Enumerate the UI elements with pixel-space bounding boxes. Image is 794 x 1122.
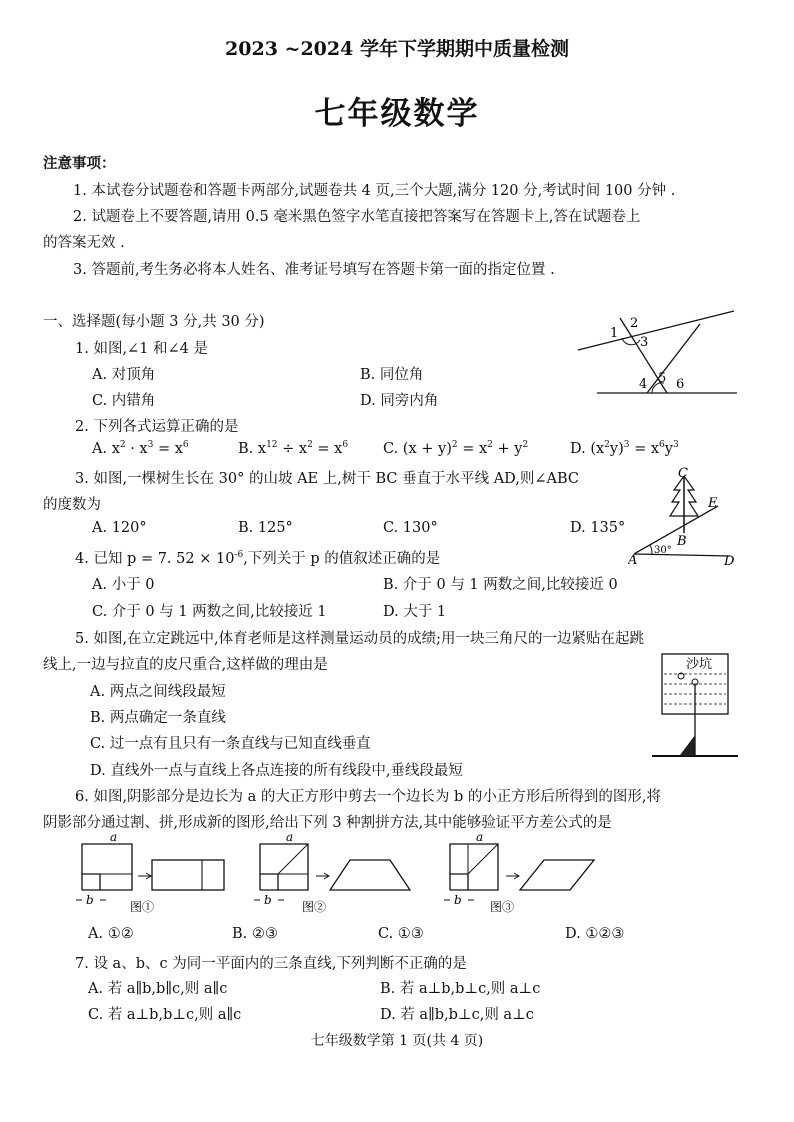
q6-option-d: D. ①②③ <box>565 926 625 942</box>
q6-fig3-b-label: b <box>454 893 462 907</box>
q2-option-b: B. $x^{12} \div x^2 = x^6$ <box>238 440 349 457</box>
q1-option-b: B. 同位角 <box>360 367 424 383</box>
q3-option-a: A. 120° <box>92 520 147 536</box>
q6-option-b: B. ②③ <box>232 926 278 942</box>
q6-fig1-caption: 图① <box>130 900 155 914</box>
question-4-stem: 4. 已知 p = 7. $52 \times 10^{-6}$,下列关于 p 的值叙述正确的是 <box>75 550 441 567</box>
q2-option-c: C. $(x + y)^2 = x^2 + y^2$ <box>383 440 529 457</box>
q1-option-c: C. 内错角 <box>92 393 156 409</box>
exam-title: 2023 ~2024 学年下学期期中质量检测 <box>225 38 569 60</box>
q1-option-a: A. 对顶角 <box>92 367 156 383</box>
q7-option-c: C. 若 a⊥b,b⊥c,则 a∥c <box>88 1007 242 1023</box>
q5-figure <box>652 650 740 766</box>
q6-fig2-a-label: a <box>286 832 294 844</box>
q3-label-a: A <box>628 553 638 568</box>
q3-label-angle: 30° <box>654 545 672 556</box>
q3-figure <box>628 466 740 568</box>
note-item: 2. 试题卷上不要答题,请用 0.5 毫米黑色签字水笔直接把答案写在答题卡上,答在试题卷上 <box>73 209 641 225</box>
note-item: 3. 答题前,考生务必将本人姓名、准考证号填写在答题卡第一面的指定位置 . <box>73 262 555 278</box>
question-6-stem: 6. 如图,阴影部分是边长为 a 的大正方形中剪去一个边长为 b 的小正方形后所得到的图形,将 <box>75 789 662 805</box>
q3-option-b: B. 125° <box>238 520 293 536</box>
q5-option-b: B. 两点确定一条直线 <box>90 710 226 726</box>
q6-figure-3 <box>442 832 612 916</box>
question-2-stem: 2. 下列各式运算正确的是 <box>75 419 239 435</box>
question-1-stem: 1. 如图,∠1 和∠4 是 <box>75 341 209 357</box>
q1-label-4: 4 <box>639 377 648 392</box>
q4-option-c: C. 介于 0 与 1 两数之间,比较接近 1 <box>92 604 327 620</box>
q1-label-2: 2 <box>630 316 639 331</box>
q7-option-b: B. 若 a⊥b,b⊥c,则 a⊥c <box>380 981 541 997</box>
q5-option-d: D. 直线外一点与直线上各点连接的所有线段中,垂线段最短 <box>90 763 463 779</box>
q4-option-a: A. 小于 0 <box>92 577 155 593</box>
q3-label-e: E <box>708 496 718 511</box>
q6-option-c: C. ①③ <box>378 926 424 942</box>
q1-option-d: D. 同旁内角 <box>360 393 439 409</box>
q6-figure-2 <box>252 832 422 916</box>
q1-label-6: 6 <box>676 377 685 392</box>
q5-option-a: A. 两点之间线段最短 <box>90 684 226 700</box>
q2-option-a: A. $x^2 \cdot x^3 = x^6$ <box>92 440 189 457</box>
q1-label-5: 5 <box>658 371 667 386</box>
q2-option-d: D. $(x^2y)^3 = x^6y^3$ <box>570 440 679 457</box>
q4-option-d: D. 大于 1 <box>383 604 447 620</box>
q6-fig3-caption: 图③ <box>490 900 515 914</box>
q6-option-a: A. ①② <box>88 926 134 942</box>
q1-label-3: 3 <box>640 335 649 350</box>
question-5-stem-cont: 线上,一边与拉直的皮尺重合,这样做的理由是 <box>43 657 328 673</box>
q5-option-c: C. 过一点有且只有一条直线与已知直线垂直 <box>90 736 371 752</box>
note-item: 的答案无效 . <box>43 235 125 251</box>
q7-option-a: A. 若 a∥b,b∥c,则 a∥c <box>88 981 228 997</box>
notes-heading: 注意事项： <box>43 155 116 172</box>
q6-fig2-caption: 图② <box>302 900 327 914</box>
question-3-stem-cont: 的度数为 <box>43 497 101 513</box>
note-item: 1. 本试卷分试题卷和答题卡两部分,试题卷共 4 页,三个大题,满分 120 分,考试时间 100 分钟 . <box>73 183 676 199</box>
section-heading: 一、选择题(每小题 3 分,共 30 分) <box>43 314 265 330</box>
q3-label-b: B <box>677 534 687 549</box>
q6-figure-1 <box>72 832 242 916</box>
q1-label-1: 1 <box>610 326 619 341</box>
q3-label-d: D <box>724 554 735 568</box>
subject-title: 七年级数学 <box>314 96 480 132</box>
question-5-stem: 5. 如图,在立定跳远中,体育老师是这样测量运动员的成绩;用一块三角尺的一边紧贴在起跳 <box>75 631 645 647</box>
q3-option-c: C. 130° <box>383 520 438 536</box>
q6-fig3-a-label: a <box>476 832 484 844</box>
page-footer: 七年级数学第 1 页(共 4 页) <box>310 1033 484 1049</box>
q4-option-b: B. 介于 0 与 1 两数之间,比较接近 0 <box>383 577 618 593</box>
q3-option-d: D. 135° <box>570 520 626 536</box>
q1-figure <box>572 308 742 398</box>
q6-fig1-a-label: a <box>110 832 118 844</box>
q7-option-d: D. 若 a∥b,b⊥c,则 a⊥c <box>380 1007 534 1023</box>
q6-fig2-b-label: b <box>264 893 272 907</box>
q5-sandpit-label: 沙坑 <box>686 657 713 672</box>
q6-fig1-b-label: b <box>86 893 94 907</box>
question-3-stem: 3. 如图,一棵树生长在 30° 的山坡 AE 上,树干 BC 垂直于水平线 AD,则∠ABC <box>75 471 580 487</box>
q3-label-c: C <box>678 466 688 481</box>
question-7-stem: 7. 设 a、b、c 为同一平面内的三条直线,下列判断不正确的是 <box>75 956 467 972</box>
question-6-stem-cont: 阴影部分通过割、拼,形成新的图形,给出下列 3 种割拼方法,其中能够验证平方差公式的是 <box>43 815 612 831</box>
